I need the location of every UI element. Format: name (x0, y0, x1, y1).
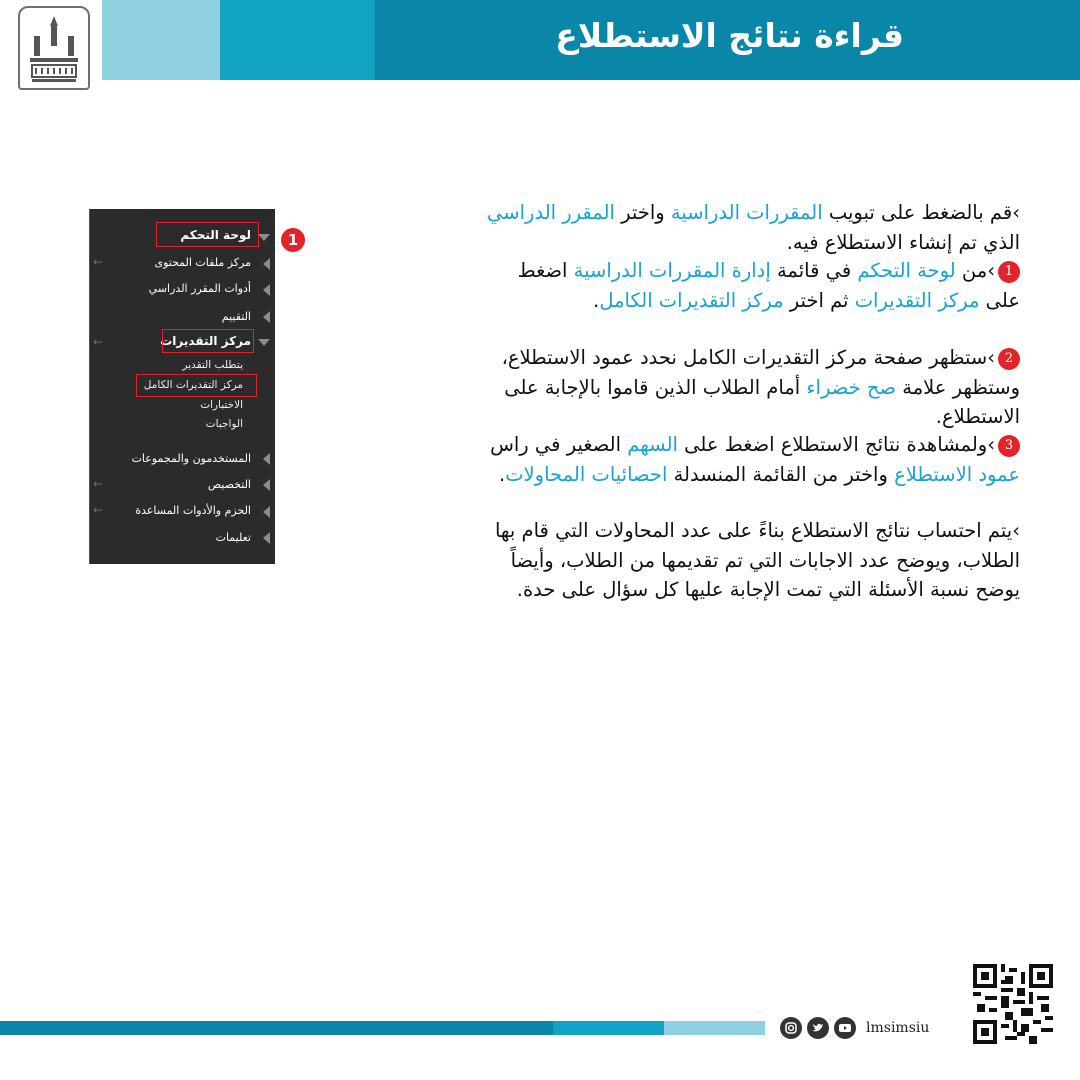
chevron-left-icon (263, 453, 270, 465)
bullet-icon: › (987, 346, 995, 369)
twitter-icon[interactable] (807, 1017, 829, 1039)
menu-item-users-groups[interactable]: المستخدمون والمجموعات (131, 452, 251, 465)
menu-item-full-grade-center[interactable]: مركز التقديرات الكامل (143, 379, 243, 391)
menu-item-packages-utilities[interactable]: الحزم والأدوات المساعدة (135, 504, 251, 517)
chevron-down-icon (258, 339, 270, 346)
highlight-control-panel (156, 222, 259, 247)
instruction-paragraph-3: 2›ستظهر صفحة مركز التقديرات الكامل نحدد عمود الاستطلاع، وستظهر علامة صح خضراء أمام الطلاب الذين قاموا بالإجابة على الاستطلاع. (501, 346, 1020, 428)
header-bar-light (102, 0, 220, 80)
instruction-paragraph-4: 3›ولمشاهدة نتائج الاستطلاع اضغط على السهم الصغير في راس عمود الاستطلاع واختر من القائمة المنسدلة احصائيات المحاولات. (490, 433, 1020, 486)
qr-code[interactable] (973, 964, 1053, 1044)
bullet-icon: › (987, 433, 995, 456)
step-number-2: 2 (998, 348, 1020, 370)
social-handle[interactable]: lmsimsiu (866, 1020, 930, 1036)
footer-bar-light (664, 1021, 765, 1035)
highlight-full-grade-center (136, 374, 257, 397)
menu-item-control-panel[interactable]: لوحة التحكم (180, 228, 251, 242)
arrow-left-icon: ← (93, 335, 104, 349)
menu-item-tests[interactable]: الاختبارات (200, 399, 243, 411)
chevron-left-icon (263, 284, 270, 296)
menu-item-assignments[interactable]: الواجبات (205, 418, 243, 430)
menu-item-grade-center[interactable]: مركز التقديرات (160, 334, 251, 348)
step-number-1: 1 (998, 261, 1020, 283)
arrow-left-icon: ← (93, 255, 104, 269)
chevron-down-icon (258, 234, 270, 241)
instruction-paragraph-1: ›قم بالضغط على تبويب المقررات الدراسية واختر المقرر الدراسي الذي تم إنشاء الاستطلاع فيه. (487, 201, 1020, 254)
footer-bar-mid (553, 1021, 664, 1035)
step-badge: 1 (281, 228, 305, 252)
instruction-paragraph-5: ›يتم احتساب نتائج الاستطلاع بناءً على عدد المحاولات التي قام بها الطلاب، ويوضح عدد الاجابات التي تم تقديمها من الطلاب، وأيضاً يوضح نسبة الأسئلة التي تمت الإجابة عليها كل سؤال على حدة. (494, 519, 1020, 601)
university-logo (18, 6, 90, 90)
instruction-paragraph-2: 1›من لوحة التحكم في قائمة إدارة المقررات الدراسية اضغط على مركز التقديرات ثم اختر مركز التقديرات الكامل. (517, 259, 1020, 312)
menu-item-needs-grading[interactable]: يتطلب التقدير (182, 359, 243, 371)
chevron-left-icon (263, 258, 270, 270)
header-bar-mid (220, 0, 375, 80)
step-number-3: 3 (998, 435, 1020, 457)
page-title: قراءة نتائج الاستطلاع (555, 16, 904, 55)
bullet-icon: › (987, 259, 995, 282)
menu-item-evaluation[interactable]: التقييم (221, 310, 251, 323)
youtube-icon[interactable] (834, 1017, 856, 1039)
chevron-left-icon (263, 532, 270, 544)
footer-bar-dark (0, 1021, 553, 1035)
chevron-left-icon (263, 311, 270, 323)
menu-item-help[interactable]: تعليمات (215, 531, 251, 544)
chevron-left-icon (263, 506, 270, 518)
menu-item-content-collection[interactable]: مركز ملفات المحتوى (154, 256, 251, 269)
bullet-icon: › (1012, 201, 1020, 224)
chevron-left-icon (263, 479, 270, 491)
menu-item-course-tools[interactable]: أدوات المقرر الدراسي (148, 282, 251, 295)
highlight-grade-center (162, 329, 254, 353)
arrow-left-icon: ← (93, 503, 104, 517)
menu-item-customization[interactable]: التخصيص (207, 478, 251, 491)
arrow-left-icon: ← (93, 477, 104, 491)
bullet-icon: › (1012, 519, 1020, 542)
instagram-icon[interactable] (780, 1017, 802, 1039)
